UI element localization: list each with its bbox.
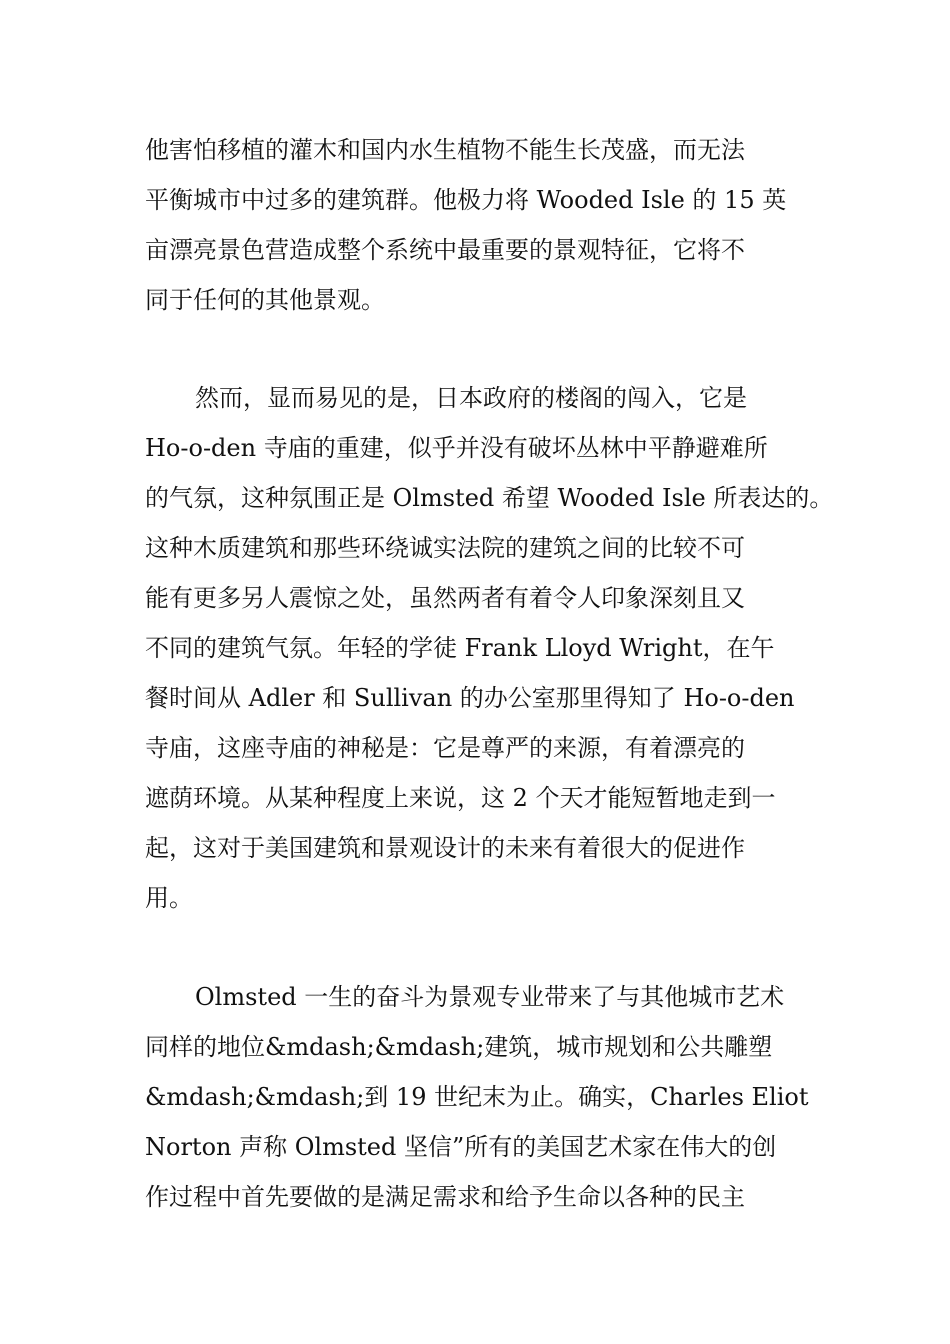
paragraph-1: [145, 125, 807, 325]
paragraph-line: 这种木质建筑和那些环绕诚实法院的建筑之间的比较不可: [145, 534, 745, 562]
paragraph-line: 寺庙，这座寺庙的神秘是：它是尊严的来源，有着漂亮的: [145, 734, 745, 762]
paragraph-line: 能有更多另人震惊之处，虽然两者有着令人印象深刻且又: [145, 584, 745, 612]
paragraph-line: 同样的地位&mdash;&mdash;建筑，城市规划和公共雕塑: [145, 1033, 773, 1061]
paragraph-line: 餐时间从 Adler 和 Sullivan 的办公室那里得知了 Ho-o-den: [145, 684, 795, 712]
paragraph-line: 平衡城市中过多的建筑群。他极力将 Wooded Isle 的 15 英: [145, 186, 787, 214]
paragraph-line: 同于任何的其他景观。: [145, 286, 385, 314]
paragraph-line: 起，这对于美国建筑和景观设计的未来有着很大的促进作: [145, 834, 745, 862]
paragraph-line: 他害怕移植的灌木和国内水生植物不能生长茂盛，而无法: [145, 136, 745, 164]
paragraph-line: 然而，显而易见的是，日本政府的楼阁的闯入，它是: [195, 384, 747, 412]
paragraph-line: 亩漂亮景色营造成整个系统中最重要的景观特征，它将不: [145, 236, 745, 264]
paragraph-line: Ho-o-den 寺庙的重建，似乎并没有破坏丛林中平静避难所: [145, 434, 768, 462]
paragraph-3: [145, 972, 807, 1222]
paragraph-line: 作过程中首先要做的是满足需求和给予生命以各种的民主: [145, 1183, 745, 1211]
paragraph-line: Norton 声称 Olmsted 坚信”所有的美国艺术家在伟大的创: [145, 1133, 777, 1161]
paragraph-line: 用。: [145, 884, 193, 912]
paragraph-line: &mdash;&mdash;到 19 世纪末为止。确实，Charles Eliot: [145, 1083, 809, 1111]
paragraph-2: [145, 373, 834, 923]
paragraph-line: 的气氛，这种氛围正是 Olmsted 希望 Wooded Isle 所表达的。: [145, 484, 834, 512]
paragraph-line: Olmsted 一生的奋斗为景观专业带来了与其他城市艺术: [195, 983, 785, 1011]
paragraph-line: 遮荫环境。从某种程度上来说，这 2 个天才能短暂地走到一: [145, 784, 776, 812]
paragraph-line: 不同的建筑气氛。年轻的学徒 Frank Lloyd Wright，在午: [145, 634, 775, 662]
